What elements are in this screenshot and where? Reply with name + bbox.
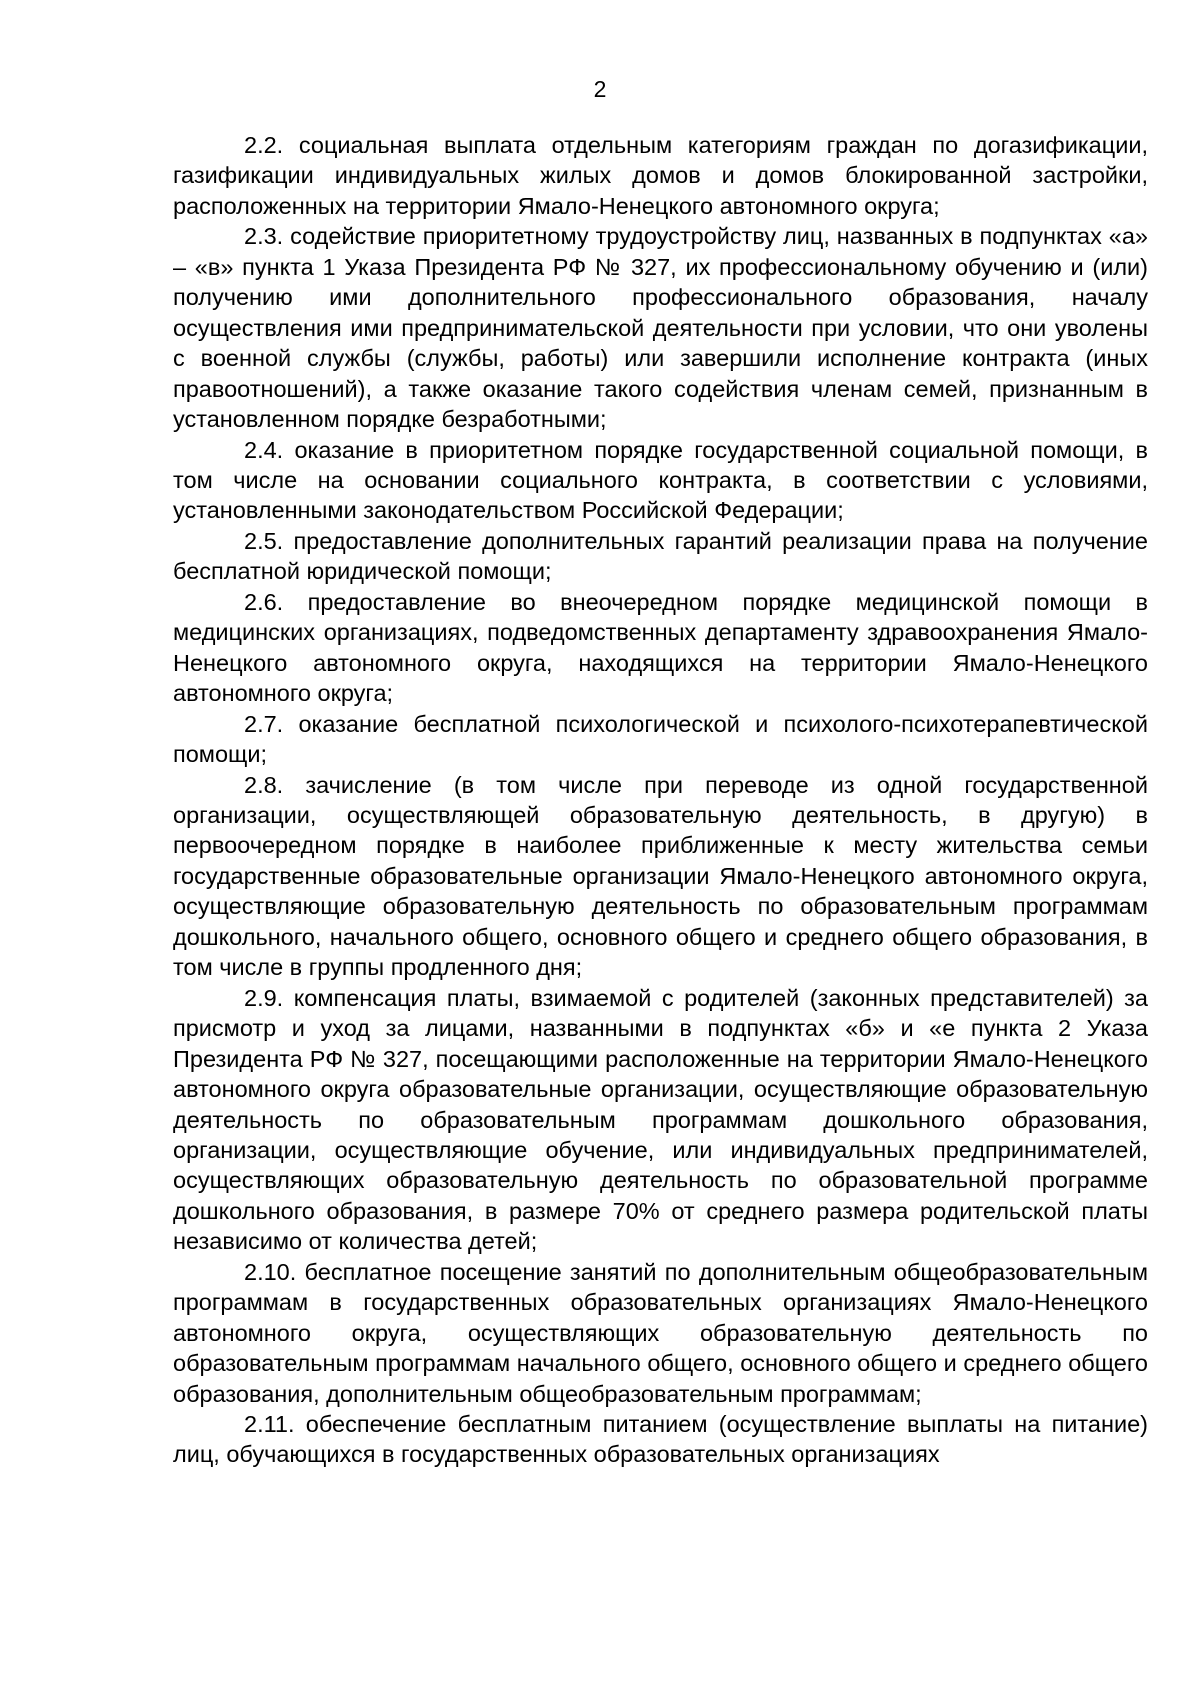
paragraph-2-4: 2.4. оказание в приоритетном порядке государственной социальной помощи, в том числе на основании социального контракта, в соответствии с условиями, установленными законодательством Российской Федерации; (173, 436, 1148, 524)
paragraph-2-7: 2.7. оказание бесплатной психологической и психолого-психотерапевтической помощи; (173, 710, 1148, 768)
page-number: 2 (593, 76, 607, 102)
paragraph-2-2: 2.2. социальная выплата отдельным категориям граждан по догазификации, газификации индивидуальных жилых домов и домов блокированной застройки, расположенных на территории Ямало-Ненецкого автономного округа; (173, 132, 1148, 219)
document-body (173, 130, 1148, 1470)
paragraph-2-8: 2.8. зачисление (в том числе при переводе из одной государственной организации, осуществляющей образовательную деятельность, в другую) в первоочередном порядке в наиболее приближенные к месту жительства семьи государственные образовательные организации Ямало-Ненецкого автономного округа, осуществляющие образовательную деятельность по образовательным программам дошкольного, начального общего, основного общего и среднего общего образования, в том числе в группы продленного дня; (173, 771, 1148, 981)
paragraph-2-6: 2.6. предоставление во внеочередном порядке медицинской помощи в медицинских организациях, подведомственных департаменту здравоохранения Ямало-Ненецкого автономного округа, находящихся на территории Ямало-Ненецкого автономного округа; (173, 588, 1148, 707)
paragraph-2-3: 2.3. содействие приоритетному трудоустройству лиц, названных в подпунктах «а» – «в» пункта 1 Указа Президента РФ № 327, их профессиональному обучению и (или) получению ими дополнительного профессионального образования, началу осуществления ими предпринимательской деятельности при условии, что они уволены с военной службы (службы, работы) или завершили исполнение контракта (иных правоотношений), а также оказание такого содействия членам семей, признанным в установленном порядке безработными; (173, 223, 1148, 433)
paragraph-2-10: 2.10. бесплатное посещение занятий по дополнительным общеобразовательным программам в государственных образовательных организациях Ямало-Ненецкого автономного округа, осуществляющих образовательную деятельность по образовательным программам начального общего, основного общего и среднего общего образования, дополнительным общеобразовательным программам; (173, 1258, 1148, 1407)
paragraph-2-5: 2.5. предоставление дополнительных гарантий реализации права на получение бесплатной юридической помощи; (173, 527, 1148, 585)
paragraph-2-9: 2.9. компенсация платы, взимаемой с родителей (законных представителей) за присмотр и уход за лицами, названными в подпунктах «б» и «е пункта 2 Указа Президента РФ № 327, посещающими расположенные на территории Ямало-Ненецкого автономного округа образовательные организации, осуществляющие образовательную деятельность по образовательным программам дошкольного образования, организации, осуществляющие обучение, или индивидуальных предпринимателей, осуществляющих образовательную деятельность по образовательной программе дошкольного образования, в размере 70% от среднего размера родительской платы независимо от количества детей; (173, 984, 1148, 1255)
paragraph-2-11: 2.11. обеспечение бесплатным питанием (осуществление выплаты на питание) лиц, обучающихся в государственных образовательных организациях (173, 1411, 1148, 1468)
